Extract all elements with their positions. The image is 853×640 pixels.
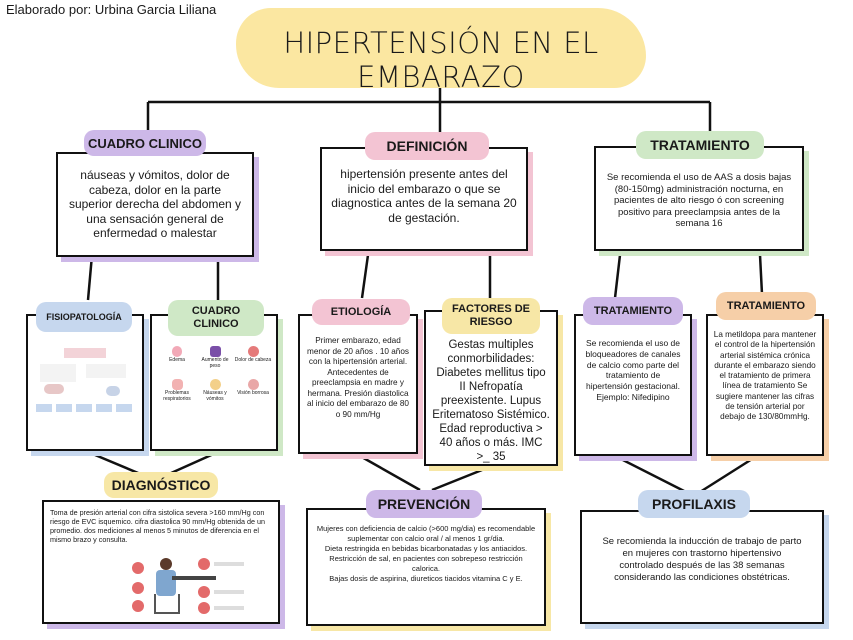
etiologia-card bbox=[298, 314, 418, 454]
blood-pressure-illustration bbox=[132, 554, 256, 616]
fisiopatologia-diagram bbox=[34, 346, 138, 422]
fisiopatologia-card bbox=[26, 314, 144, 451]
fisiopatologia-label: FISIOPATOLOGÍA bbox=[36, 302, 132, 332]
diagnostico-label: DIAGNÓSTICO bbox=[104, 472, 218, 498]
diagnostico-text: Toma de presión arterial con cifra sistolica severa >160 mm/Hg con riesgo de EVC isquemico. cifra diastolica 90 mm/Hg obtenida de un promedio. dos mediciones al menos 5 minutos de diferencia en el mismo brazo y consulta. bbox=[50, 508, 265, 544]
symptom-edema: Edema bbox=[158, 346, 196, 375]
symptom-grid bbox=[158, 346, 272, 408]
cuadro-clinico-card bbox=[56, 152, 254, 257]
etiologia-label: ETIOLOGÍA bbox=[312, 299, 410, 325]
symptom-dolor-cabeza: Dolor de cabeza bbox=[234, 346, 272, 375]
factores-text: Gestas multiples conmorbilidades: Diabetes mellitus tipo II Nefropatía preexistente. Lupus Eritematoso Sistémico. Edad reproductiva > 40 años o más. IMC >_ 35 bbox=[432, 339, 550, 463]
definicion-label: DEFINICIÓN bbox=[365, 132, 489, 160]
author-credit: Elaborado por: Urbina Garcia Liliana bbox=[6, 2, 217, 17]
diagnostico-card bbox=[42, 500, 280, 624]
etiologia-text: Primer embarazo, edad menor de 20 años . 10 años con la hipertensión arterial. Antecedentes de preeclampsia en madre y hermana. Presión diastolica al inicio del embarazo de 80 o 90 mm/Hg bbox=[307, 336, 409, 419]
profilaxis-card bbox=[580, 510, 824, 624]
tratamiento-card bbox=[594, 146, 804, 251]
tratamiento2-card bbox=[574, 314, 692, 456]
tratamiento2-text: Se recomienda el uso de bloqueadores de canales de calcio como parte del tratamiento de hipertensión gestacional. Ejemplo: Nifedipino bbox=[585, 338, 681, 402]
tratamiento2-label: TRATAMIENTO bbox=[583, 297, 683, 325]
prevencion-card bbox=[306, 508, 546, 626]
tratamiento3-text: La metildopa para mantener el control de la hipertensión arterial sistémica crónica durante el embarazo siendo el tratamiento de primera línea de tratamiento Se sugiere mantener las cifras de tensión arterial por debajo de 130/80mmHg. bbox=[713, 330, 817, 422]
prevencion-line-4: Bajas dosis de aspirina, diureticos tiacidos vitamina C y E. bbox=[329, 574, 523, 583]
profilaxis-label: PROFILAXIS bbox=[638, 490, 750, 518]
tratamiento-label: TRATAMIENTO bbox=[636, 131, 764, 159]
prevencion-line-3: Restricción de sal, en pacientes con sobrepeso restricción calorica. bbox=[329, 554, 523, 573]
tratamiento3-label: TRATAMIENTO bbox=[716, 292, 816, 320]
page-title: HIPERTENSIÓN EN EL EMBARAZO bbox=[283, 26, 599, 94]
definicion-text: hipertensión presente antes del inicio del embarazo o que se diagnostica antes de la semana 20 de gestación. bbox=[331, 167, 517, 225]
tratamiento-text: Se recomienda el uso de AAS a dosis bajas (80-150mg) administración nocturna, en pacientes de alto riesgo ó con screening positivo para preeclampsia antes de la semana 16 bbox=[606, 172, 792, 229]
symptom-vision: Visión borrosa bbox=[234, 379, 272, 408]
prevencion-line-2: Dieta restringida en bebidas bicarbonatadas y los antiacidos. bbox=[324, 544, 528, 553]
factores-label: FACTORES DE RIESGO bbox=[442, 298, 540, 334]
symptom-nauseas: Náuseas y vómitos bbox=[196, 379, 234, 408]
cuadro-clinico2-label: CUADRO CLINICO bbox=[168, 300, 264, 336]
definicion-card bbox=[320, 147, 528, 251]
symptom-respiratorio: Problemas respiratorios bbox=[158, 379, 196, 408]
tratamiento3-card bbox=[706, 314, 824, 456]
prevencion-label: PREVENCIÓN bbox=[366, 490, 482, 518]
prevencion-line-1: Mujeres con deficiencia de calcio (>600 mg/dia) es recomendable suplementar con calcio oral / al menos 1 gr/dia. bbox=[316, 524, 536, 543]
symptom-aumento-peso: Aumento de peso bbox=[196, 346, 234, 375]
cuadro-clinico-text: náuseas y vómitos, dolor de cabeza, dolor en la parte superior derecha del abdomen y una sensación general de enfermedad o malestar bbox=[68, 168, 242, 240]
profilaxis-text: Se recomienda la inducción de trabajo de parto en mujeres con trastorno hipertensivo controlado después de las 38 semanas considerando las condiciones obstétricas. bbox=[602, 536, 802, 583]
cuadro-clinico-label: CUADRO CLINICO bbox=[84, 130, 206, 156]
